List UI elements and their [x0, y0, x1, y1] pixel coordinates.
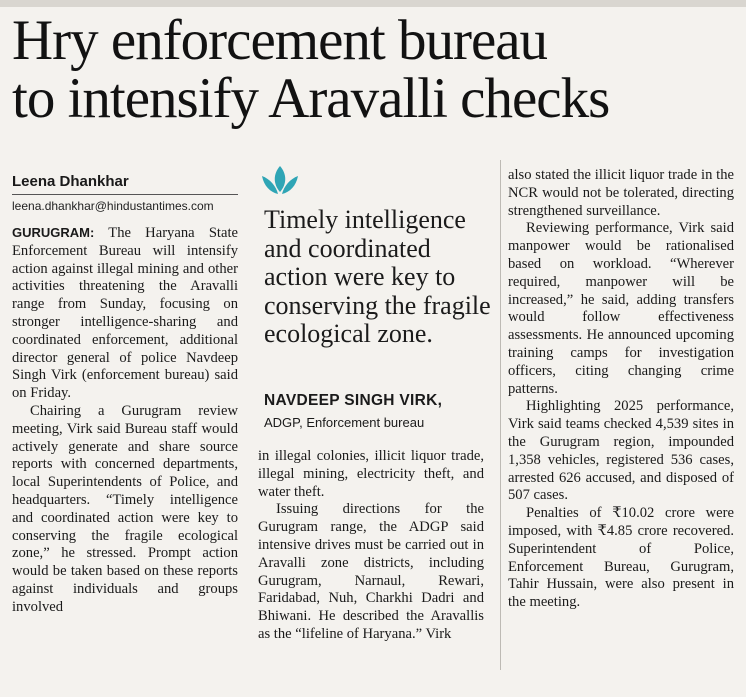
paragraph: also stated the illicit liquor trade in the NCR would not be tolerated, directing strengthened surveillance. — [508, 167, 734, 219]
byline-divider — [12, 194, 238, 195]
paragraph: Reviewing performance, Virk said manpower would be rationalised based on workload. “Wherever required, manpower will be increased,” he said, adding transfers would follow effectiveness assessments. He announced upcoming training camps for investigation officers, citing changing crime patterns. — [508, 220, 734, 397]
column-divider — [500, 160, 501, 670]
pull-quote-role: ADGP, Enforcement bureau — [264, 415, 425, 430]
paragraph: Chairing a Gurugram review meeting, Virk said Bureau staff would actively generate and share source reports with concerned departments, local Superintendents of Police, and headquarters. “Timely intelligence and coordinated action were key to conserving the fragile ecological zone,” he stressed. Prompt action would be taken based on these reports against individuals and groups involved — [12, 402, 238, 615]
paragraph: in illegal colonies, illicit liquor trade, illegal mining, electricity theft, and water theft. — [258, 448, 484, 500]
top-rule — [0, 0, 746, 7]
article-column-3 — [508, 167, 734, 612]
paragraph: Highlighting 2025 performance, Virk said teams checked 4,539 sites in the Gurugram region, impounded 1,358 vehicles, registered 536 cases, arrested 626 accused, and disposed of 507 cases. — [508, 398, 734, 504]
paragraph — [12, 224, 238, 403]
headline-line-1: Hry enforcement bureau — [12, 9, 548, 72]
byline-email[interactable]: leena.dhankhar@hindustantimes.com — [12, 199, 214, 213]
headline — [12, 9, 740, 130]
dateline: GURUGRAM: — [12, 225, 95, 240]
pull-quote — [258, 160, 494, 440]
article-column-1 — [12, 224, 238, 617]
pull-quote-author: NAVDEEP SINGH VIRK, — [264, 392, 443, 409]
paragraph-text: The Haryana State Enforcement Bureau will intensify action against illegal mining and other activities threatening the Aravalli range from Sunday, focusing on stronger intelligence-sharing and coordinated enforcement, additional director general of police Navdeep Singh Virk (enforcement bureau) said on Friday. — [12, 225, 238, 402]
paragraph: Penalties of ₹10.02 crore were imposed, with ₹4.85 crore recovered. Superintendent of Police, Enforcement Bureau, Gurugram, Tahir Hussain, were also present in the meeting. — [508, 505, 734, 611]
pull-quote-text: Timely intelligence and coordinated action were key to conserving the fragile ecological zone. — [264, 205, 491, 348]
lotus-icon — [258, 164, 302, 204]
headline-line-2: to intensify Aravalli checks — [12, 67, 610, 130]
paragraph: Issuing directions for the Gurugram range, the ADGP said intensive drives must be carried out in Aravalli zone districts, including Gurugram, Narnaul, Rewari, Faridabad, Nuh, Charkhi Dadri and Bhiwani. He described the Aravallis as the “lifeline of Haryana.” Virk — [258, 501, 484, 642]
article-column-2 — [258, 448, 484, 644]
byline-author: Leena Dhankhar — [12, 173, 129, 190]
